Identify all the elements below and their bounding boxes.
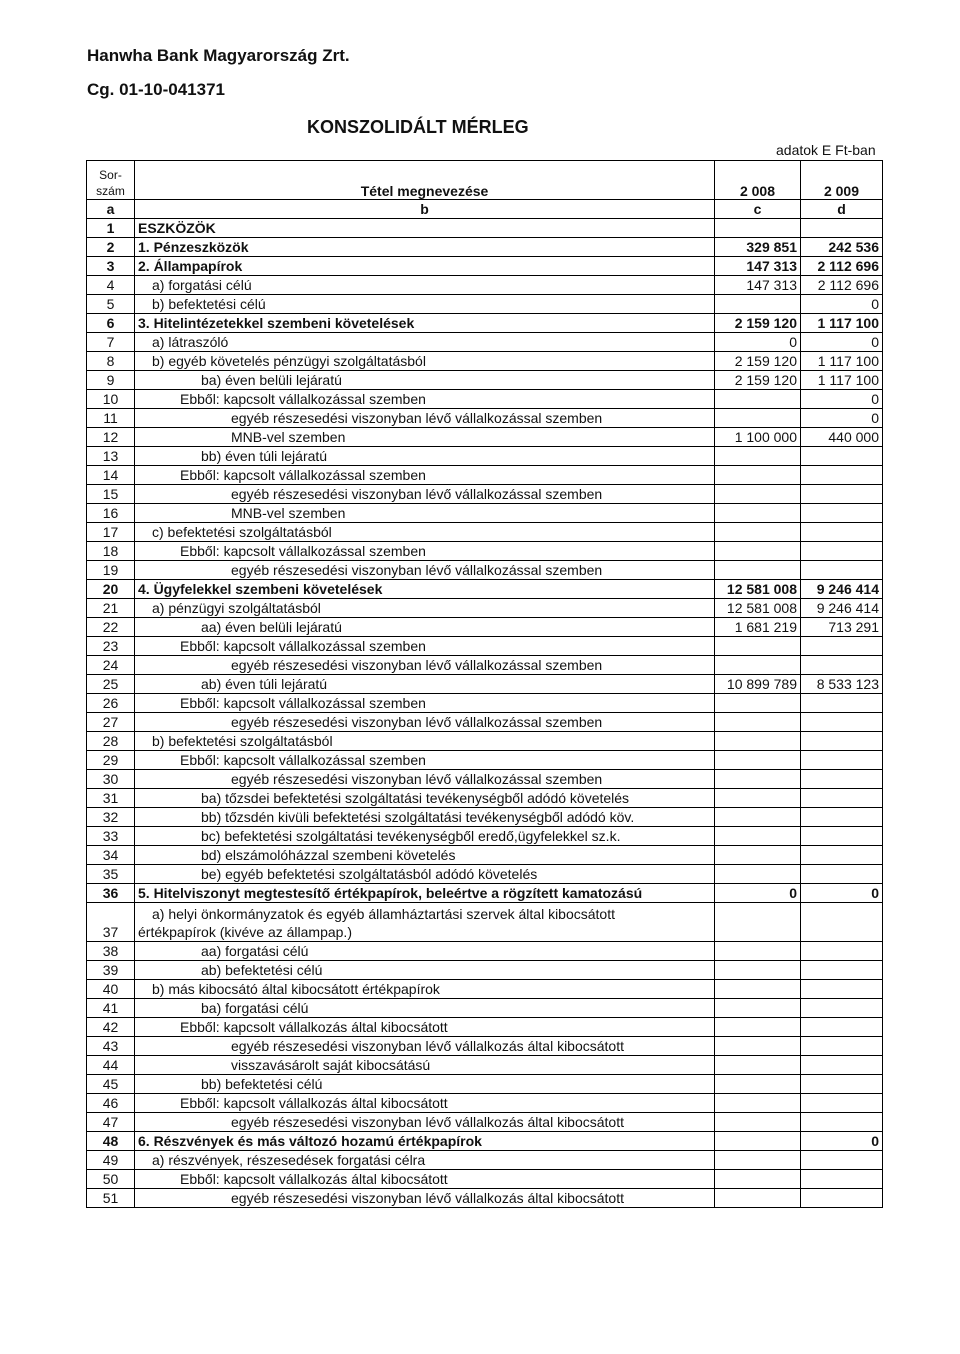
row-label: visszavásárolt saját kibocsátású: [135, 1056, 715, 1075]
value-2009: 242 536: [801, 238, 883, 257]
table-row: [87, 314, 883, 333]
value-2009: [801, 1170, 883, 1189]
table-row: [87, 542, 883, 561]
table-row: [87, 770, 883, 789]
table-row: [87, 846, 883, 865]
value-2009: [801, 1113, 883, 1132]
row-number: 24: [87, 656, 135, 675]
value-2008: 10 899 789: [715, 675, 801, 694]
value-2009: 2 112 696: [801, 276, 883, 295]
value-2008: 147 313: [715, 276, 801, 295]
value-2009: [801, 466, 883, 485]
table-row: [87, 1113, 883, 1132]
value-2008: [715, 980, 801, 999]
row-label: ba) forgatási célú: [135, 999, 715, 1018]
value-2008: 2 159 120: [715, 352, 801, 371]
value-2009: [801, 903, 883, 942]
row-number: 15: [87, 485, 135, 504]
table-row: [87, 238, 883, 257]
table-row: [87, 1075, 883, 1094]
value-2009: 1 117 100: [801, 352, 883, 371]
value-2009: 9 246 414: [801, 580, 883, 599]
row-label: egyéb részesedési viszonyban lévő vállalkozással szemben: [135, 656, 715, 675]
row-number: 36: [87, 884, 135, 903]
row-label: c) befektetési szolgáltatásból: [135, 523, 715, 542]
row-number: 35: [87, 865, 135, 884]
value-2008: [715, 713, 801, 732]
value-2008: [715, 808, 801, 827]
row-label: MNB-vel szemben: [135, 504, 715, 523]
value-2009: [801, 999, 883, 1018]
value-2008: [715, 485, 801, 504]
value-2009: [801, 542, 883, 561]
value-2008: 329 851: [715, 238, 801, 257]
value-2009: [801, 561, 883, 580]
table-row: [87, 466, 883, 485]
row-number: 18: [87, 542, 135, 561]
col-letter-b: b: [135, 200, 715, 219]
col-header-name: Tétel megnevezése: [135, 161, 715, 200]
table-row: [87, 675, 883, 694]
value-2009: [801, 732, 883, 751]
row-number: 38: [87, 942, 135, 961]
col-header-sorszam: Sor- szám: [87, 161, 135, 200]
value-2008: [715, 694, 801, 713]
row-label: Ebből: kapcsolt vállalkozás által kibocsátott: [135, 1094, 715, 1113]
value-2008: [715, 961, 801, 980]
row-label: bd) elszámolóházzal szembeni követelés: [135, 846, 715, 865]
row-number: 16: [87, 504, 135, 523]
value-2009: 0: [801, 1132, 883, 1151]
table-row: [87, 1056, 883, 1075]
row-label: a) részvények, részesedések forgatási célra: [135, 1151, 715, 1170]
value-2009: 2 112 696: [801, 257, 883, 276]
row-label: Ebből: kapcsolt vállalkozással szemben: [135, 751, 715, 770]
value-2008: 0: [715, 884, 801, 903]
row-number: 39: [87, 961, 135, 980]
table-row: [87, 808, 883, 827]
value-2009: [801, 942, 883, 961]
value-2008: [715, 561, 801, 580]
value-2008: [715, 1132, 801, 1151]
table-row: [87, 333, 883, 352]
row-number: 7: [87, 333, 135, 352]
row-number: 23: [87, 637, 135, 656]
value-2009: 440 000: [801, 428, 883, 447]
table-row: [87, 485, 883, 504]
row-label: egyéb részesedési viszonyban lévő vállalkozással szemben: [135, 485, 715, 504]
value-2009: [801, 846, 883, 865]
row-number: 41: [87, 999, 135, 1018]
row-label: ba) éven belüli lejáratú: [135, 371, 715, 390]
row-label: Ebből: kapcsolt vállalkozás által kibocsátott: [135, 1170, 715, 1189]
table-row: [87, 656, 883, 675]
col-letter-a: a: [87, 200, 135, 219]
row-label: egyéb részesedési viszonyban lévő vállalkozás által kibocsátott: [135, 1113, 715, 1132]
value-2009: [801, 694, 883, 713]
table-row: [87, 827, 883, 846]
row-label: 2. Állampapírok: [135, 257, 715, 276]
table-row: [87, 371, 883, 390]
value-2009: 8 533 123: [801, 675, 883, 694]
row-number: 19: [87, 561, 135, 580]
table-row: [87, 580, 883, 599]
row-number: 37: [87, 903, 135, 942]
row-number: 20: [87, 580, 135, 599]
table-row: [87, 1189, 883, 1208]
row-label: ba) tőzsdei befektetési szolgáltatási tevékenységből adódó követelés: [135, 789, 715, 808]
row-number: 49: [87, 1151, 135, 1170]
row-label: a) helyi önkormányzatok és egyéb államháztartási szervek által kibocsátott értékpapírok (kivéve az állampap.): [135, 903, 715, 942]
value-2008: 1 681 219: [715, 618, 801, 637]
value-2008: [715, 770, 801, 789]
row-label: Ebből: kapcsolt vállalkozással szemben: [135, 390, 715, 409]
value-2008: [715, 999, 801, 1018]
row-label: 6. Részvények és más változó hozamú értékpapírok: [135, 1132, 715, 1151]
value-2009: [801, 1094, 883, 1113]
row-number: 22: [87, 618, 135, 637]
value-2008: [715, 1018, 801, 1037]
row-label: ESZKÖZÖK: [135, 219, 715, 238]
value-2009: 0: [801, 884, 883, 903]
value-2009: [801, 770, 883, 789]
row-label: Ebből: kapcsolt vállalkozással szemben: [135, 637, 715, 656]
value-2008: 12 581 008: [715, 580, 801, 599]
table-row: [87, 789, 883, 808]
row-label: MNB-vel szemben: [135, 428, 715, 447]
table-row: [87, 276, 883, 295]
row-label: Ebből: kapcsolt vállalkozással szemben: [135, 542, 715, 561]
value-2008: [715, 1056, 801, 1075]
row-number: 34: [87, 846, 135, 865]
table-row: [87, 352, 883, 371]
row-label: b) egyéb követelés pénzügyi szolgáltatásból: [135, 352, 715, 371]
row-label: bb) éven túli lejáratú: [135, 447, 715, 466]
row-label: egyéb részesedési viszonyban lévő vállalkozás által kibocsátott: [135, 1189, 715, 1208]
value-2009: 713 291: [801, 618, 883, 637]
row-number: 51: [87, 1189, 135, 1208]
row-label: a) pénzügyi szolgáltatásból: [135, 599, 715, 618]
value-2009: [801, 447, 883, 466]
row-number: 44: [87, 1056, 135, 1075]
value-2008: [715, 1094, 801, 1113]
value-2009: [801, 637, 883, 656]
row-label: 1. Pénzeszközök: [135, 238, 715, 257]
value-2008: [715, 1075, 801, 1094]
value-2009: [801, 656, 883, 675]
row-label: bc) befektetési szolgáltatási tevékenységből eredő,ügyfelekkel sz.k.: [135, 827, 715, 846]
row-label: b) befektetési szolgáltatásból: [135, 732, 715, 751]
row-label: b) más kibocsátó által kibocsátott értékpapírok: [135, 980, 715, 999]
row-label: egyéb részesedési viszonyban lévő vállalkozással szemben: [135, 770, 715, 789]
table-row: [87, 751, 883, 770]
letter-row: [87, 200, 883, 219]
value-2008: 12 581 008: [715, 599, 801, 618]
value-2008: 1 100 000: [715, 428, 801, 447]
value-2008: [715, 447, 801, 466]
value-2009: 0: [801, 409, 883, 428]
row-label: bb) tőzsdén kivüli befektetési szolgáltatási tevékenységből adódó köv.: [135, 808, 715, 827]
table-row: [87, 257, 883, 276]
row-label: ab) éven túli lejáratú: [135, 675, 715, 694]
row-number: 27: [87, 713, 135, 732]
registration-number: Cg. 01-10-041371: [87, 80, 225, 99]
table-row: [87, 618, 883, 637]
table-row: [87, 903, 883, 942]
header-row: [87, 161, 883, 200]
row-number: 42: [87, 1018, 135, 1037]
row-label: aa) forgatási célú: [135, 942, 715, 961]
row-number: 40: [87, 980, 135, 999]
row-number: 33: [87, 827, 135, 846]
row-number: 43: [87, 1037, 135, 1056]
value-2008: [715, 846, 801, 865]
table-row: [87, 1132, 883, 1151]
table-row: [87, 1170, 883, 1189]
value-2008: [715, 523, 801, 542]
value-2009: [801, 1056, 883, 1075]
table-row: [87, 980, 883, 999]
table-row: [87, 942, 883, 961]
row-label: Ebből: kapcsolt vállalkozással szemben: [135, 466, 715, 485]
value-2009: [801, 504, 883, 523]
row-number: 14: [87, 466, 135, 485]
row-label: a) látraszóló: [135, 333, 715, 352]
row-number: 6: [87, 314, 135, 333]
value-2008: [715, 409, 801, 428]
value-2009: 1 117 100: [801, 314, 883, 333]
row-number: 1: [87, 219, 135, 238]
row-number: 4: [87, 276, 135, 295]
row-number: 11: [87, 409, 135, 428]
row-label: a) forgatási célú: [135, 276, 715, 295]
row-number: 5: [87, 295, 135, 314]
value-2008: [715, 295, 801, 314]
value-2008: [715, 827, 801, 846]
row-number: 25: [87, 675, 135, 694]
value-2009: 9 246 414: [801, 599, 883, 618]
value-2008: [715, 903, 801, 942]
row-number: 32: [87, 808, 135, 827]
row-number: 47: [87, 1113, 135, 1132]
value-2009: [801, 1018, 883, 1037]
row-number: 13: [87, 447, 135, 466]
table-row: [87, 561, 883, 580]
row-label: 3. Hitelintézetekkel szembeni követelések: [135, 314, 715, 333]
value-2008: [715, 1113, 801, 1132]
value-2009: [801, 219, 883, 238]
value-2008: [715, 637, 801, 656]
row-number: 10: [87, 390, 135, 409]
table-row: [87, 523, 883, 542]
row-label: Ebből: kapcsolt vállalkozás által kibocsátott: [135, 1018, 715, 1037]
value-2009: [801, 789, 883, 808]
value-2008: [715, 390, 801, 409]
col-header-2008: 2 008: [715, 161, 801, 200]
value-2008: [715, 1170, 801, 1189]
row-label: egyéb részesedési viszonyban lévő vállalkozással szemben: [135, 409, 715, 428]
value-2009: [801, 1151, 883, 1170]
value-2008: 2 159 120: [715, 314, 801, 333]
value-2008: [715, 219, 801, 238]
row-label: Ebből: kapcsolt vállalkozással szemben: [135, 694, 715, 713]
value-2008: [715, 656, 801, 675]
table-row: [87, 1094, 883, 1113]
value-2009: [801, 961, 883, 980]
row-number: 50: [87, 1170, 135, 1189]
table-row: [87, 428, 883, 447]
value-2009: [801, 751, 883, 770]
row-label: egyéb részesedési viszonyban lévő vállalkozás által kibocsátott: [135, 1037, 715, 1056]
row-label: bb) befektetési célú: [135, 1075, 715, 1094]
table-row: [87, 865, 883, 884]
row-number: 46: [87, 1094, 135, 1113]
value-2009: 0: [801, 295, 883, 314]
table-row: [87, 999, 883, 1018]
value-2009: [801, 1189, 883, 1208]
table-row: [87, 1018, 883, 1037]
row-number: 9: [87, 371, 135, 390]
row-number: 28: [87, 732, 135, 751]
value-2009: [801, 865, 883, 884]
value-2009: [801, 827, 883, 846]
row-label: egyéb részesedési viszonyban lévő vállalkozással szemben: [135, 713, 715, 732]
unit-note: adatok E Ft-ban: [776, 142, 876, 158]
row-number: 31: [87, 789, 135, 808]
row-label: ab) befektetési célú: [135, 961, 715, 980]
row-number: 30: [87, 770, 135, 789]
value-2009: [801, 980, 883, 999]
balance-sheet-table: [86, 160, 883, 1208]
value-2008: [715, 466, 801, 485]
table-row: [87, 732, 883, 751]
table-row: [87, 219, 883, 238]
value-2008: [715, 732, 801, 751]
table-row: [87, 599, 883, 618]
row-label: be) egyéb befektetési szolgáltatásból adódó követelés: [135, 865, 715, 884]
table-row: [87, 1151, 883, 1170]
value-2009: [801, 1075, 883, 1094]
value-2008: 0: [715, 333, 801, 352]
table-row: [87, 390, 883, 409]
table-row: [87, 884, 883, 903]
value-2009: 0: [801, 333, 883, 352]
value-2008: [715, 504, 801, 523]
value-2008: [715, 542, 801, 561]
row-number: 8: [87, 352, 135, 371]
row-label: egyéb részesedési viszonyban lévő vállalkozással szemben: [135, 561, 715, 580]
value-2009: [801, 1037, 883, 1056]
table-row: [87, 1037, 883, 1056]
row-number: 2: [87, 238, 135, 257]
table-row: [87, 713, 883, 732]
value-2009: [801, 485, 883, 504]
company-name: Hanwha Bank Magyarország Zrt.: [87, 46, 350, 65]
row-number: 17: [87, 523, 135, 542]
value-2008: [715, 789, 801, 808]
table-row: [87, 504, 883, 523]
row-number: 21: [87, 599, 135, 618]
value-2008: 147 313: [715, 257, 801, 276]
document-title: KONSZOLIDÁLT MÉRLEG: [307, 117, 529, 137]
value-2008: [715, 942, 801, 961]
row-label: 4. Ügyfelekkel szembeni követelések: [135, 580, 715, 599]
value-2009: 1 117 100: [801, 371, 883, 390]
table-row: [87, 637, 883, 656]
value-2008: [715, 865, 801, 884]
value-2009: [801, 808, 883, 827]
row-number: 29: [87, 751, 135, 770]
table-row: [87, 295, 883, 314]
table-row: [87, 694, 883, 713]
row-number: 12: [87, 428, 135, 447]
table-row: [87, 447, 883, 466]
row-number: 48: [87, 1132, 135, 1151]
value-2008: [715, 1189, 801, 1208]
value-2009: [801, 713, 883, 732]
row-number: 3: [87, 257, 135, 276]
row-number: 26: [87, 694, 135, 713]
table-row: [87, 961, 883, 980]
col-header-2009: 2 009: [801, 161, 883, 200]
row-label: aa) éven belüli lejáratú: [135, 618, 715, 637]
col-letter-d: d: [801, 200, 883, 219]
row-label: 5. Hitelviszonyt megtestesítő értékpapírok, beleértve a rögzített kamatozású: [135, 884, 715, 903]
value-2008: [715, 751, 801, 770]
value-2009: [801, 523, 883, 542]
value-2008: [715, 1151, 801, 1170]
value-2008: 2 159 120: [715, 371, 801, 390]
value-2009: 0: [801, 390, 883, 409]
row-number: 45: [87, 1075, 135, 1094]
col-letter-c: c: [715, 200, 801, 219]
table-row: [87, 409, 883, 428]
value-2008: [715, 1037, 801, 1056]
row-label: b) befektetési célú: [135, 295, 715, 314]
